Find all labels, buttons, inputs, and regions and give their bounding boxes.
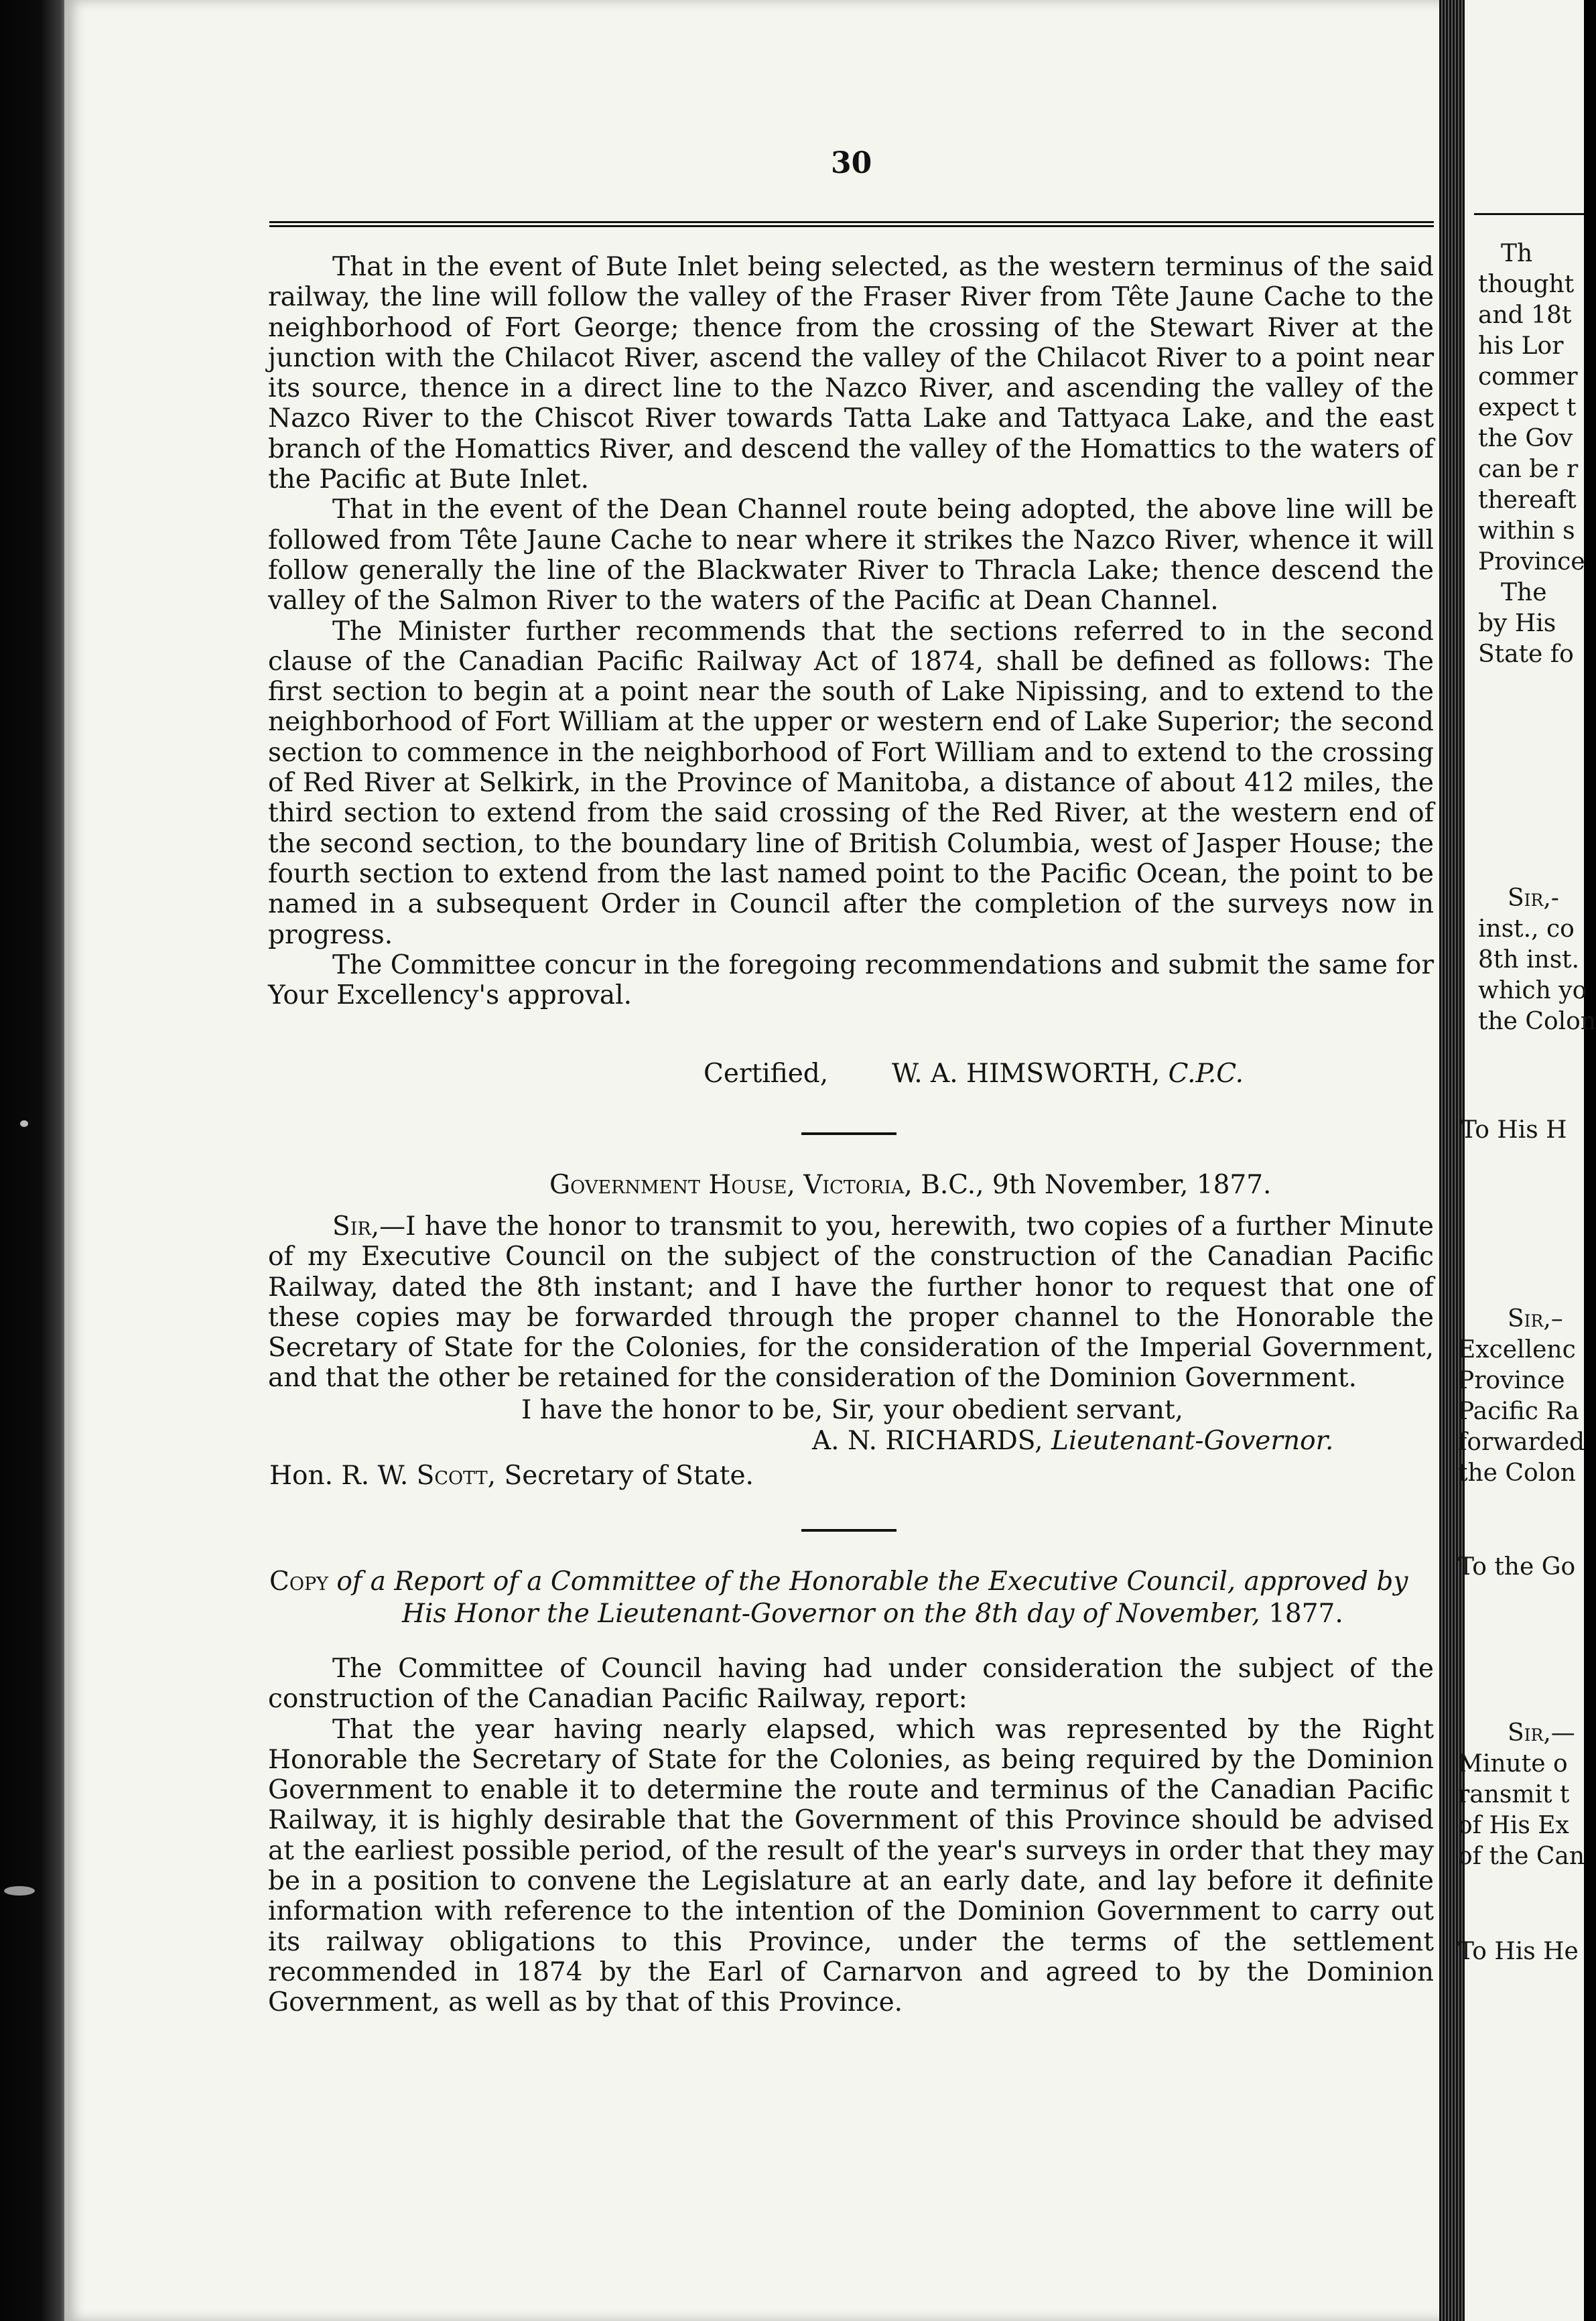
paragraph-dean-channel: That in the event of the Dean Channel route being adopted, the above line will be followed from Tête Jaune Cache to near where it strikes the Nazco River, whence it will follow generally the line of the Blackwater River to Thracla Lake; thence descend the valley of the Salmon River to the waters of the Pacific at Dean Channel. [268,494,1434,616]
addressee-title: Secretary of State. [504,1461,754,1491]
report-heading-text: of a Report of a Committee of the Honorable the Executive Council, approved by [336,1567,1408,1597]
adjacent-text: expect t [1478,394,1577,421]
letter-dateline [549,1170,1271,1200]
adjacent-text: The [1501,579,1547,606]
dust-speck [20,1120,28,1127]
adjacent-text: can be r [1478,456,1579,483]
adjacent-text: within s [1478,517,1575,545]
adjacent-text: Pacific Ra [1458,1398,1579,1425]
report-heading-year: 1877. [1268,1599,1343,1629]
section-divider-2 [801,1529,896,1532]
signer-name: A. N. RICHARDS, [812,1426,1043,1456]
letter-paragraph [268,1211,1434,1394]
adjacent-text: To His H [1461,1116,1567,1144]
adjacent-text: inst., co [1478,915,1575,943]
letter-closing: I have the honor to be, Sir, your obedient servant, [521,1395,1184,1425]
adjacent-text: To the Go [1458,1553,1576,1581]
paragraph-committee-concur: The Committee concur in the foregoing recommendations and submit the same for Your Excellency's approval. [268,949,1434,1011]
letter-place: Government House, Victoria, [549,1170,913,1200]
order-in-council-text [268,252,1434,1010]
certifier-name: W. A. HIMSWORTH, [891,1059,1160,1089]
adjacent-text: Th [1501,240,1533,267]
adjacent-text: which yo [1478,977,1587,1004]
adjacent-text: To His He [1458,1938,1579,1965]
letter-signature [812,1426,1333,1456]
adjacent-text: commer [1478,363,1578,391]
header-double-rule [269,221,1434,227]
report-heading-line1 [269,1567,1434,1597]
adjacent-text: of the Can [1458,1843,1585,1870]
signer-title: Lieutenant-Governor. [1051,1426,1334,1456]
adjacent-text: Province [1458,1367,1565,1394]
addressee-prefix: Hon. R. W. [269,1461,409,1491]
adjacent-text: Minute o [1458,1750,1568,1778]
adjacent-text: Province [1478,548,1585,576]
adjacent-text: of His Ex [1458,1812,1569,1839]
adjacent-text: thought [1478,271,1575,298]
paragraph-bute-inlet: That in the event of Bute Inlet being selected, as the western terminus of the said railway, the line will follow the valley of the Fraser River from Tête Jaune Cache to the neighborhood of Fort George; thence from the crossing of the Stewart River at the junction with the Chilacot River, ascend the valley of the Chilacot River to a point near its source, thence in a direct line to the Nazco River, and ascending the valley of the Nazco River to the Chiscot River towards Tatta Lake and Tattyaca Lake, and the east branch of the Homattics River, and descend the valley of the Homattics to the waters of the Pacific at Bute Inlet. [268,252,1434,495]
report-paragraph-2: That the year having nearly elapsed, which was represented by the Right Honorable the Secretary of State for the Colonies, as being required by the Dominion Government to enable it to determine the route and terminus of the Canadian Pacific Railway, it is highly desirable that the Government of this Province should be advised at the earliest possible period, of the result of the year's surveys in order that they may be in a position to convene the Legislature at an early date, and lay before it definite information with reference to the intention of the Dominion Government to carry out its railway obligations to this Province, under the terms of the settlement recommended in 1874 by the Earl of Carnarvon and agreed to by the Dominion Government, as well as by that of this Province. [268,1714,1434,2018]
adjacent-text: 8th inst. [1478,946,1580,974]
adjacent-text: his Lor [1478,332,1564,360]
adjacent-text: thereaft [1478,486,1577,514]
addressee-name: Scott, [416,1461,496,1491]
copy-label: Copy [269,1567,328,1597]
certified-label: Certified, [704,1059,829,1089]
letter-salutation: Sir, [332,1211,380,1242]
adjacent-text: State fo [1478,641,1574,668]
dust-speck [4,1886,35,1896]
adjacent-text: the Colon [1478,1008,1596,1035]
letter-date: B.C., 9th November, 1877. [921,1170,1272,1200]
adjacent-text: forwarded [1458,1429,1585,1456]
adjacent-text: Excellenc [1458,1336,1576,1364]
report-paragraph-1: The Committee of Council having had under consideration the subject of the construction of the Canadian Pacific Railway, report: [268,1654,1434,1715]
book-spine-edge [0,0,67,2321]
adjacent-text: the Colon [1458,1459,1576,1487]
report-heading-text-2: His Honor the Lieutenant-Governor on the 8th day of November, [402,1599,1260,1629]
adjacent-page-rule [1474,213,1584,215]
adjacent-text: Sir,- [1508,884,1559,912]
page-stack-edge [1439,0,1466,2321]
certified-line [704,1059,1244,1089]
adjacent-text: Sir,– [1508,1305,1563,1333]
adjacent-text: ransmit t [1458,1781,1570,1808]
adjacent-text: the Gov [1478,425,1573,452]
adjacent-text: by His [1478,610,1556,637]
page-number: 30 [831,146,872,180]
section-divider [801,1132,896,1135]
letter-body [268,1211,1434,1394]
paragraph-sections: The Minister further recommends that the sections referred to in the second clause of the Canadian Pacific Railway Act of 1874, shall be defined as follows: The first section to begin at a point near the south of Lake Nipissing, and to extend to the neighborhood of Fort William at the upper or western end of Lake Superior; the second section to commence in the neighborhood of Fort William and to extend to the crossing of Red River at Selkirk, in the Province of Manitoba, a distance of about 412 miles, the third section to extend from the said crossing of the Red River, at the western end of the second section, to the boundary line of British Columbia, west of Jasper House; the fourth section to extend from the last named point to the Pacific Ocean, the point to be named in a subsequent Order in Council after the completion of the surveys now in progress. [268,616,1434,950]
report-heading-line2 [402,1599,1343,1629]
certifier-title: C.P.C. [1168,1059,1244,1089]
adjacent-text: Sir,— [1508,1719,1575,1747]
letter-addressee [269,1461,754,1491]
letter-text: —I have the honor to transmit to you, herewith, two copies of a further Minute of my Executive Council on the subject of the construction of the Canadian Pacific Railway, dated the 8th instant; and I have the further honor to request that one of these copies may be forwarded through the proper channel to the Honorable the Secretary of State for the Colonies, for the consideration of the Imperial Government, and that the other be retained for the consideration of the Dominion Government. [268,1211,1434,1394]
adjacent-text: and 18t [1478,302,1572,329]
report-body [268,1654,1434,2018]
